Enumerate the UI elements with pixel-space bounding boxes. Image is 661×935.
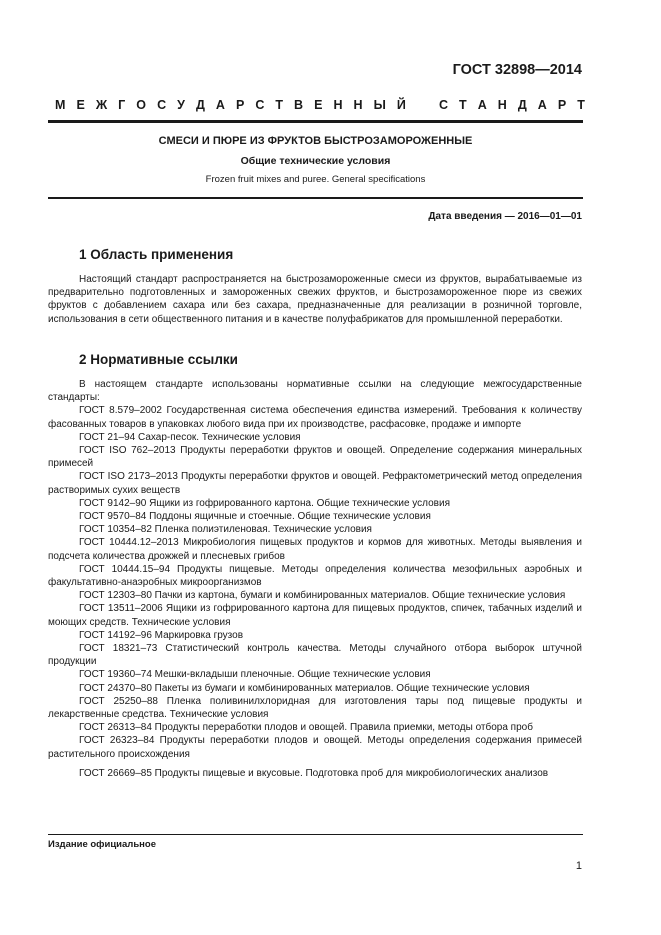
reference-item: ГОСТ ISO 2173–2013 Продукты переработки фруктов и овощей. Рефрактометрический метод определения растворимых сухих веществ [48,471,582,496]
banner-letter: Р [235,98,245,112]
banner-letter: Н [497,98,507,112]
reference-item: ГОСТ 9570–84 Поддоны ящичные и стоечные. Общие технические условия [79,511,431,523]
banner-letter: Е [314,98,323,112]
paragraph: В настоящем стандарте использованы нормативные ссылки на следующие межгосударственные стандарты: [48,379,582,404]
banner-letter: В [294,98,304,112]
footer-divider [48,834,583,835]
edition-label: Издание официальное [48,839,156,850]
reference-item: ГОСТ ISO 762–2013 Продукты переработки фруктов и овощей. Определение содержания минеральных примесей [48,445,582,470]
banner-letter: Н [353,98,363,112]
header-divider [48,120,583,123]
banner-letter: Ж [95,98,108,112]
banner-letter: Ы [373,98,386,112]
banner-letter: У [177,98,185,112]
banner-letter: М [55,98,66,112]
banner-letter: Д [195,98,205,112]
banner-letter: А [537,98,547,112]
reference-item: ГОСТ 21–94 Сахар-песок. Технические условия [79,431,301,443]
banner-letter: С [438,98,448,112]
banner-letter: Т [275,98,284,112]
banner-letter: Р [557,98,567,112]
banner-letter: Н [333,98,343,112]
reference-item: ГОСТ 26313–84 Продукты переработки плодов и овощей. Правила приемки, методы отбора проб [79,722,533,734]
standard-code: ГОСТ 32898—2014 [452,62,582,78]
page-number: 1 [575,860,582,872]
reference-item: ГОСТ 24370–80 Пакеты из бумаги и комбинированных материалов. Общие технические условия [79,682,530,694]
reference-item: ГОСТ 26669–85 Продукты пищевые и вкусовые. Подготовка проб для микробиологических анализов [79,767,549,779]
banner-letter: Г [118,98,126,112]
document-title: СМЕСИ И ПЮРЕ ИЗ ФРУКТОВ БЫСТРОЗАМОРОЖЕННЫЕ [158,135,473,147]
title-divider [48,197,583,199]
banner-letter: О [136,98,147,112]
section-heading-references: 2 Нормативные ссылки [79,352,238,367]
standard-type-banner [55,98,585,112]
section-heading-scope: 1 Область применения [79,247,234,262]
reference-item: ГОСТ 13511–2006 Ящики из гофрированного картона для пищевых продуктов, спичек, табачных изделий и моющих средств. Технические условия [48,603,582,628]
banner-letter: Д [517,98,527,112]
banner-letter: А [215,98,225,112]
reference-item: ГОСТ 10354–82 Пленка полиэтиленовая. Технические условия [79,524,372,536]
document-english-title: Frozen fruit mixes and puree. General specifications [205,174,426,185]
banner-letter: С [157,98,167,112]
banner-letter: С [255,98,265,112]
reference-item: ГОСТ 8.579–2002 Государственная система обеспечения единства измерений. Требования к количеству фасованных товаров в упаковках любого вида при их производстве, расфасовке, продаже и импорте [48,405,582,430]
reference-item: ГОСТ 26323–84 Продукты переработки плодов и овощей. Методы определения содержания примесей растительного происхождения [48,735,582,760]
paragraph: Настоящий стандарт распространяется на быстрозамороженные смеси из фруктов, вырабатываемые из предварительно подготовленных и замороженных свежих фруктов, и быстрозамороженное пюре из свежих фруктов с добавлением сахара или без сахара, предназначенные для реализации в розничной торговле, использования в сети общественного питания и в качестве полуфабрикатов для промышленной переработки. [48,274,582,325]
reference-item: ГОСТ 9142–90 Ящики из гофрированного картона. Общие технические условия [79,497,450,509]
reference-item: ГОСТ 10444.15–94 Продукты пищевые. Методы определения количества мезофильных аэробных и факультативно-анаэробных микроорганизмов [48,563,582,589]
effective-date: Дата введения — 2016—01—01 [428,211,582,222]
reference-item: ГОСТ 19360–74 Мешки-вкладыши пленочные. Общие технические условия [79,669,431,681]
document-subtitle: Общие технические условия [240,155,391,167]
reference-item: ГОСТ 10444.12–2013 Микробиология пищевых продуктов и кормов для животных. Методы выявления и подсчета количества дрожжей и плесневых грибов [48,537,582,562]
section-body-scope [48,273,582,326]
section-body-references [48,378,582,780]
reference-item: ГОСТ 14192–96 Маркировка грузов [79,629,244,641]
reference-item: ГОСТ 25250–88 Пленка поливинилхлоридная для изготовления тары под пищевые продукты и лекарственные средства. Технические условия [48,695,582,721]
banner-letter: Й [396,98,406,112]
banner-letter: Т [459,98,467,112]
reference-item: ГОСТ 12303–80 Пачки из картона, бумаги и комбинированных материалов. Общие технические условия [79,590,566,602]
banner-letter: Т [577,98,585,112]
reference-item: ГОСТ 18321–73 Статистический контроль качества. Методы случайного отбора выборок штучной продукции [48,643,582,668]
banner-letter: А [477,98,487,112]
banner-letter: Е [76,98,85,112]
